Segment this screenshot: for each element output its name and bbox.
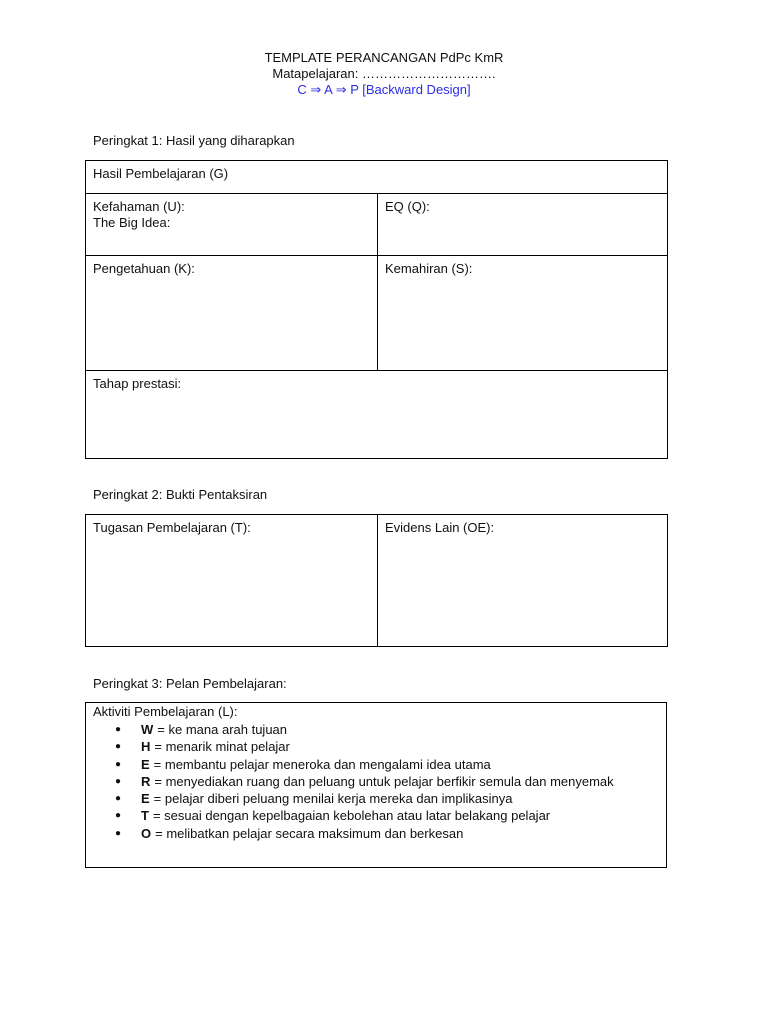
activity-text: = membantu pelajar meneroka dan mengalami idea utama xyxy=(153,756,491,772)
bullet-icon: ● xyxy=(115,793,122,805)
big-idea-label: The Big Idea: xyxy=(93,215,171,230)
activity-item-e2 xyxy=(115,790,659,807)
other-evidence-cell[interactable] xyxy=(378,515,668,647)
tasks-label: Tugasan Pembelajaran (T): xyxy=(93,520,251,535)
activities-label: Aktiviti Pembelajaran (L): xyxy=(93,704,238,719)
activity-item-w xyxy=(115,721,659,738)
activity-letter: O xyxy=(141,825,152,841)
activity-item-h xyxy=(115,738,659,755)
document-header xyxy=(0,50,768,98)
stage3-table xyxy=(85,702,667,868)
bullet-icon: ● xyxy=(115,758,122,770)
knowledge-cell[interactable] xyxy=(86,256,378,371)
activity-text: = sesuai dengan kepelbagaian kebolehan atau latar belakang pelajar xyxy=(152,808,551,824)
activity-text: = melibatkan pelajar secara maksimum dan berkesan xyxy=(155,825,464,841)
performance-label: Tahap prestasi: xyxy=(93,376,182,391)
document-title: TEMPLATE PERANCANGAN PdPc KmR xyxy=(264,50,504,65)
stage2-table xyxy=(85,514,668,647)
activity-text: = ke mana arah tujuan xyxy=(157,722,288,737)
activity-text: = menarik minat pelajar xyxy=(154,739,290,755)
subject-line: Matapelajaran: …………………………. xyxy=(272,66,496,81)
understanding-cell[interactable] xyxy=(86,194,378,256)
bullet-icon: ● xyxy=(115,810,122,822)
activity-item-t xyxy=(115,807,659,824)
activity-letter: T xyxy=(141,808,149,824)
activity-letter: H xyxy=(141,739,151,755)
goal-cell[interactable] xyxy=(86,161,668,194)
stage1-title: Peringkat 1: Hasil yang diharapkan xyxy=(93,133,295,148)
stage2-title: Peringkat 2: Bukti Pentaksiran xyxy=(93,487,268,502)
bullet-icon: ● xyxy=(115,741,122,753)
bullet-icon: ● xyxy=(115,724,122,735)
stage1-table xyxy=(85,160,668,459)
tasks-cell[interactable] xyxy=(86,515,378,647)
eq-cell[interactable] xyxy=(378,194,668,256)
activity-letter: R xyxy=(141,773,151,789)
activity-item-o xyxy=(115,825,659,842)
skills-cell[interactable] xyxy=(378,256,668,371)
knowledge-label: Pengetahuan (K): xyxy=(93,261,195,276)
activities-list xyxy=(93,721,659,842)
activity-text: = menyediakan ruang dan peluang untuk pelajar berfikir semula dan menyemak xyxy=(154,773,614,789)
activity-item-e1 xyxy=(115,756,659,773)
bullet-icon: ● xyxy=(115,775,122,787)
design-line: C ⇒ A ⇒ P [Backward Design] xyxy=(297,82,471,97)
stage3-title: Peringkat 3: Pelan Pembelajaran: xyxy=(93,676,287,691)
activity-text: = pelajar diberi peluang menilai kerja mereka dan implikasinya xyxy=(153,791,513,807)
activities-cell[interactable] xyxy=(86,703,667,868)
goal-label: Hasil Pembelajaran (G) xyxy=(93,166,229,181)
activity-letter: E xyxy=(141,756,150,772)
bullet-icon: ● xyxy=(115,827,122,839)
activity-item-r xyxy=(115,773,659,790)
activity-letter: E xyxy=(141,791,150,807)
skills-label: Kemahiran (S): xyxy=(385,261,473,276)
performance-cell[interactable] xyxy=(86,371,668,459)
understanding-label: Kefahaman (U): xyxy=(93,199,185,214)
other-evidence-label: Evidens Lain (OE): xyxy=(385,520,495,535)
activity-letter: W xyxy=(141,722,154,737)
eq-label: EQ (Q): xyxy=(385,199,430,214)
